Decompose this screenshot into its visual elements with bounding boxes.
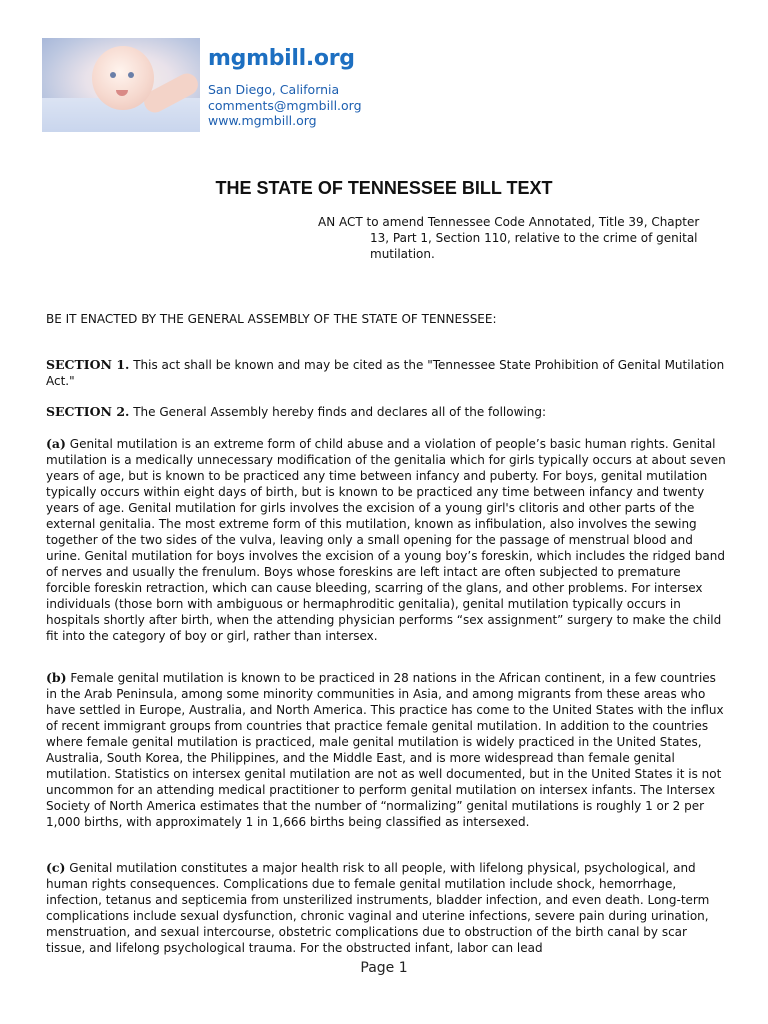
page-number: Page 1 [360,960,408,976]
act-preamble [318,214,728,262]
paragraph-a-label: (a) [46,436,66,451]
org-name: mgmbill.org [208,46,355,71]
document-header [42,38,542,138]
paragraph-c-text: Genital mutilation constitutes a major health risk to all people, with lifelong physical, psychological, and human rights consequences. Complications due to female genital mutilation include shock, hemorrhage, infection, tetanus and septicemia from unsterilized instruments, bladder infection, and even death. Long-term complications include sexual dysfunction, chronic vaginal and uterine infections, severe pain during urination, menstruation, and sexual intercourse, obstetric complications due to obstruction of the birth canal by scar tissue, and lifelong psychological trauma. For the obstructed infant, labor can lead [46,861,710,955]
photo-baby-head [92,46,154,110]
enactment-clause: BE IT ENACTED BY THE GENERAL ASSEMBLY OF THE STATE OF TENNESSEE: [46,312,497,326]
contact-block [208,82,362,129]
contact-website[interactable]: www.mgmbill.org [208,113,317,128]
section-1 [46,357,726,389]
section-1-text: This act shall be known and may be cited as the "Tennessee State Prohibition of Genital Mutilation Act." [46,358,725,388]
paragraph-c-label: (c) [46,860,66,875]
section-2-text: The General Assembly hereby finds and declares all of the following: [133,405,547,419]
section-1-label: SECTION 1. [46,357,130,372]
baby-photo [42,38,200,132]
paragraph-a [46,436,726,644]
bill-title: THE STATE OF TENNESSEE BILL TEXT [215,178,553,198]
contact-email[interactable]: comments@mgmbill.org [208,97,362,113]
contact-location: San Diego, California [208,82,340,97]
paragraph-b-text: Female genital mutilation is known to be practiced in 28 nations in the African continent, in a few countries in the Arab Peninsula, among some minority communities in Asia, and among migrants from these areas who have settled in Europe, Australia, and North America. This practice has come to the United States with the influx of recent immigrant groups from countries that practice female genital mutilation. In addition to the countries where female genital mutilation is practiced, male genital mutilation is widely practiced in the United States, Australia, South Korea, the Philippines, and the Middle East, and is more widespread than female genital mutilation. Statistics on intersex genital mutilation are not as well documented, but in the United States it is not uncommon for an attending medical practitioner to perform genital mutilation on intersex infants. The Intersex Society of North America estimates that the number of “normalizing” genital mutilations is roughly 1 or 2 per 1,000 births, with approximately 1 in 1,666 births being classified as intersexed. [46,671,724,829]
photo-eye-right [128,72,134,78]
paragraph-c [46,860,726,956]
preamble-first-line: AN ACT to amend Tennessee Code Annotated, Title 39, Chapter [318,215,700,229]
paragraph-b-label: (b) [46,670,67,685]
section-2-label: SECTION 2. [46,404,130,419]
preamble-continuation: 13, Part 1, Section 110, relative to the crime of genital mutilation. [370,231,698,261]
paragraph-a-text: Genital mutilation is an extreme form of child abuse and a violation of people’s basic human rights. Genital mutilation is a medically unnecessary modification of the genitalia which for girls typically occurs at about seven years of age, but is known to be practiced any time between infancy and puberty. For boys, genital mutilation typically occurs within eight days of birth, but is known to be practiced any time between infancy and twenty years of age. Genital mutilation for girls involves the excision of a young girl's clitoris and other parts of the external genitalia. The most extreme form of this mutilation, known as infibulation, also involves the sewing together of the two sides of the vulva, leaving only a small opening for the passage of menstrual blood and urine. Genital mutilation for boys involves the excision of a young boy’s foreskin, which includes the ridged band of nerves and usually the frenulum. Boys whose foreskins are left intact are often subjected to premature forcible foreskin retraction, which can cause bleeding, scarring of the glans, and other problems. For intersex individuals (those born with ambiguous or hermaphroditic genitalia), genital mutilation typically occurs in hospitals shortly after birth, when the attending physician performs “sex assignment” surgery to make the child fit into the category of boy or girl, rather than intersex. [46,437,726,643]
section-2 [46,404,726,420]
photo-eye-left [110,72,116,78]
paragraph-b [46,670,726,830]
